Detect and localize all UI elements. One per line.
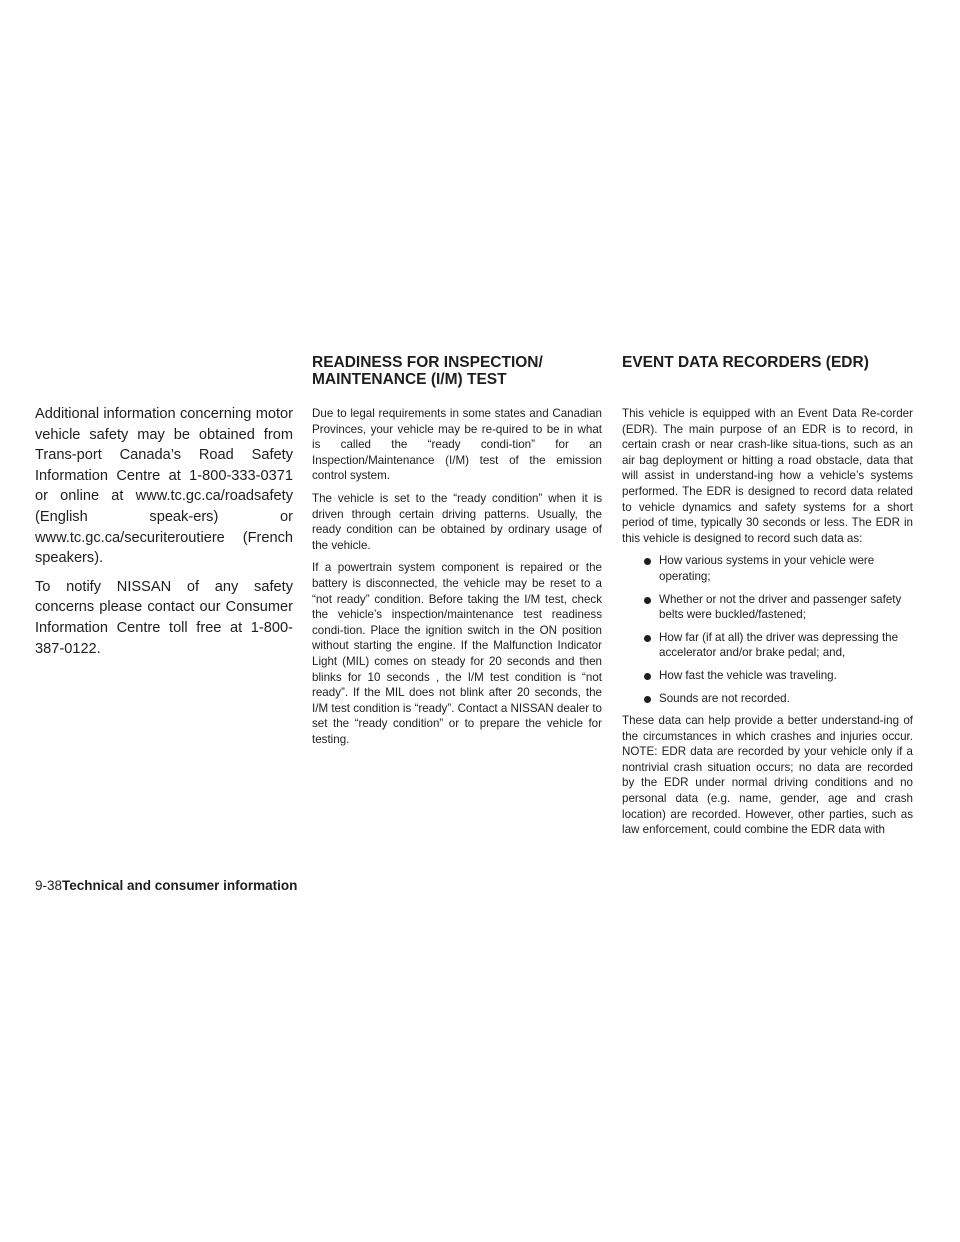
nissan-contact-paragraph: To notify NISSAN of any safety concerns please contact our Consumer Information Centre toll free at 1-800-387-0122. [35, 578, 293, 657]
list-item-text: How various systems in your vehicle were operating; [659, 554, 875, 583]
list-item [622, 668, 913, 684]
bullet-dot-icon [644, 597, 651, 604]
page-footer [35, 878, 297, 894]
right-column [622, 406, 913, 845]
im-paragraph-2: The vehicle is set to the “ready condition” when it is driven through certain driving patterns. Usually, the ready condition can be obtained by ordinary usage of the vehicle. [312, 491, 602, 552]
canada-safety-info-paragraph: Additional information concerning motor vehicle safety may be obtained from Trans-port Canada’s Road Safety Information Centre at 1-800-333-0371 or online at www.tc.gc.ca/roadsafety (English speak-ers) or www.tc.gc.ca/securiteroutiere (French speakers). [35, 406, 293, 567]
im-test-heading: READINESS FOR INSPECTION/ MAINTENANCE (I/M) TEST [312, 354, 543, 388]
edr-intro-paragraph: This vehicle is equipped with an Event Data Re-corder (EDR). The main purpose of an EDR is to record, in certain crash or near crash-like situa-tions, such as an air bag deployment or hitting a road obstacle, data that will assist in understand-ing how a vehicle’s systems performed. The EDR is designed to record data related to vehicle dynamics and safety systems for a short period of time, typically 30 seconds or less. The EDR in this vehicle is designed to record such data as: [622, 407, 913, 545]
list-item-text: Whether or not the driver and passenger safety belts were buckled/fastened; [659, 592, 902, 622]
bullet-dot-icon [644, 673, 651, 680]
edr-closing-paragraph: These data can help provide a better understand-ing of the circumstances in which crashes and injuries occur. NOTE: EDR data are recorded by your vehicle only if a nontrivial crash situation occurs; no data are recorded by the EDR under normal driving conditions and no personal data (e.g. name, gender, age and crash location) are recorded. However, other parties, such as law enforcement, could combine the EDR data with [622, 714, 913, 837]
list-item [622, 592, 913, 623]
section-title: Technical and consumer information [62, 878, 298, 893]
im-paragraph-1: Due to legal requirements in some states and Canadian Provinces, your vehicle may be re-quired to be in what is called the “ready condi-tion” for an Inspection/Maintenance (I/M) test of the emission control system. [312, 407, 602, 483]
list-item [622, 691, 913, 707]
im-paragraph-3: If a powertrain system component is repaired or the battery is disconnected, the vehicle may be reset to a “not ready” condition. Before taking the I/M test, check the vehicle’s inspection/maintenance test readiness condi-tion. Place the ignition switch in the ON position without starting the engine. If the Malfunction Indicator Light (MIL) comes on steady for 20 seconds and then blinks for 10 seconds , the I/M test condition is “not ready”. If the MIL does not blink after 20 seconds, the I/M test condition is “ready”. Contact a NISSAN dealer to set the “ready condition” or to prepare the vehicle for testing. [312, 561, 602, 746]
list-item-text: How fast the vehicle was traveling. [659, 668, 837, 682]
bullet-dot-icon [644, 696, 651, 703]
edr-heading: EVENT DATA RECORDERS (EDR) [622, 354, 869, 371]
edr-data-list [622, 553, 913, 706]
page-number: 9-38 [35, 878, 63, 893]
bullet-dot-icon [644, 558, 651, 565]
bullet-dot-icon [644, 635, 651, 642]
list-item-text: Sounds are not recorded. [659, 691, 790, 705]
middle-column [312, 406, 602, 754]
list-item-text: How far (if at all) the driver was depressing the accelerator and/or brake pedal; and, [659, 630, 899, 660]
left-column [35, 404, 293, 667]
list-item [622, 553, 913, 584]
list-item [622, 630, 913, 661]
